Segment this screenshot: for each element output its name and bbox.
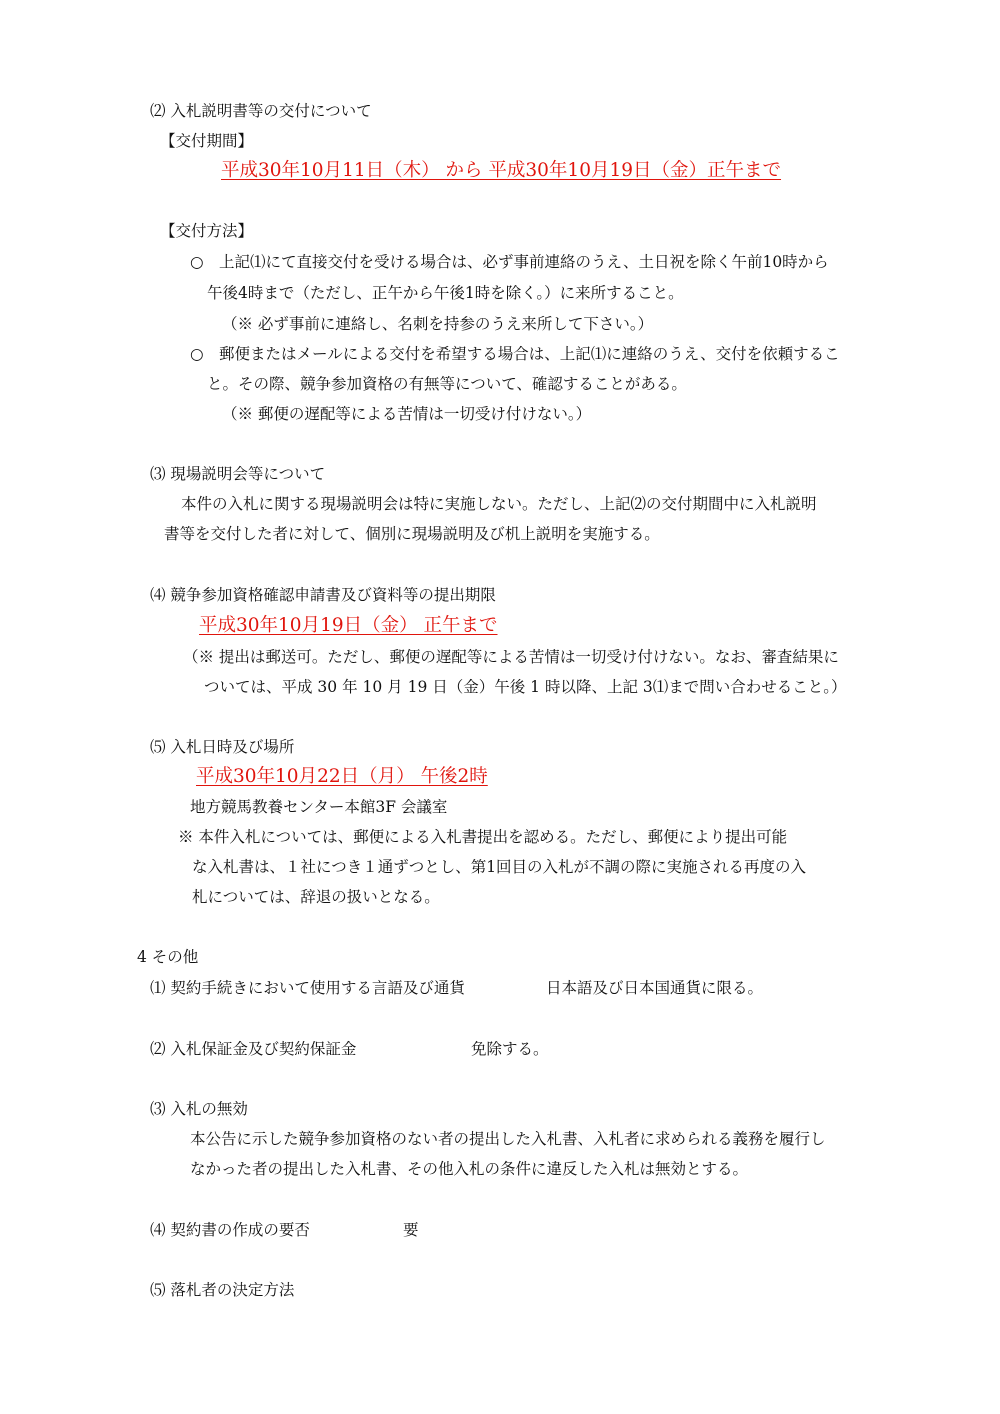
section-5-note-3: 札については、辞退の扱いとなる。 [192,888,440,906]
section-2-heading: ⑵ 入札説明書等の交付について [150,102,372,120]
section-4-note-1: （※ 提出は郵送可。ただし、郵便の遅配等による苦情は一切受け付けない。なお、審査結果に [183,648,839,666]
method-1-line-2: 午後4時まで（ただし、正午から午後1時を除く。）に来所すること。 [207,284,684,302]
item-3-line-2: なかった者の提出した入札書、その他入札の条件に違反した入札は無効とする。 [190,1160,749,1178]
section-4-heading: ⑷ 競争参加資格確認申請書及び資料等の提出期限 [150,586,496,604]
item-2-label: ⑵ 入札保証金及び契約保証金 [150,1040,357,1058]
section-5-note-2: な入札書は、１社につき１通ずつとし、第1回目の入札が不調の際に実施される再度の入 [192,858,807,876]
method-2-line-2: と。その際、競争参加資格の有無等について、確認することがある。 [207,375,687,393]
issue-period-label: 【交付期間】 [160,132,254,150]
submission-deadline: 平成30年10月19日（金） 正午まで [199,615,498,636]
method-2-note: （※ 郵便の遅配等による苦情は一切受け付けない。） [222,405,592,423]
item-1-value: 日本語及び日本国通貨に限る。 [546,979,764,997]
item-1-label: ⑴ 契約手続きにおいて使用する言語及び通貨 [150,979,465,997]
item-3-label: ⑶ 入札の無効 [150,1100,248,1118]
section-3-heading: ⑶ 現場説明会等について [150,465,326,483]
section-3-line-2: 書等を交付した者に対して、個別に現場説明及び机上説明を実施する。 [164,525,660,543]
section-5-note-1: ※ 本件入札については、郵便による入札書提出を認める。ただし、郵便により提出可能 [178,828,788,846]
section-5-heading: ⑸ 入札日時及び場所 [150,738,295,756]
method-2-line-1: ○ 郵便またはメールによる交付を希望する場合は、上記⑴に連絡のうえ、交付を依頼するこ [190,345,840,363]
method-1-line-1: ○ 上記⑴にて直接交付を受ける場合は、必ず事前連絡のうえ、土日祝を除く午前10時から [190,253,829,271]
item-2-value: 免除する。 [471,1040,549,1058]
section-4-note-2: ついては、平成 30 年 10 月 19 日（金）午後 1 時以降、上記 3⑴まで問い合わせること。） [204,678,847,696]
item-3-line-1: 本公告に示した競争参加資格のない者の提出した入札書、入札者に求められる義務を履行し [190,1130,826,1148]
item-4-value: 要 [403,1221,419,1239]
section-other-heading: 4 その他 [137,948,199,966]
bid-place: 地方競馬教養センター本館3F 会議室 [190,798,448,816]
method-1-note: （※ 必ず事前に連絡し、名刺を持参のうえ来所して下さい。） [222,315,654,333]
bid-datetime: 平成30年10月22日（月） 午後2時 [196,766,488,787]
section-3-line-1: 本件の入札に関する現場説明会は特に実施しない。ただし、上記⑵の交付期間中に入札説明 [181,495,817,513]
issue-period-value: 平成30年10月11日（木） から 平成30年10月19日（金）正午まで [221,160,782,181]
item-5-label: ⑸ 落札者の決定方法 [150,1281,295,1299]
item-4-label: ⑷ 契約書の作成の要否 [150,1221,310,1239]
issue-method-label: 【交付方法】 [160,222,254,240]
